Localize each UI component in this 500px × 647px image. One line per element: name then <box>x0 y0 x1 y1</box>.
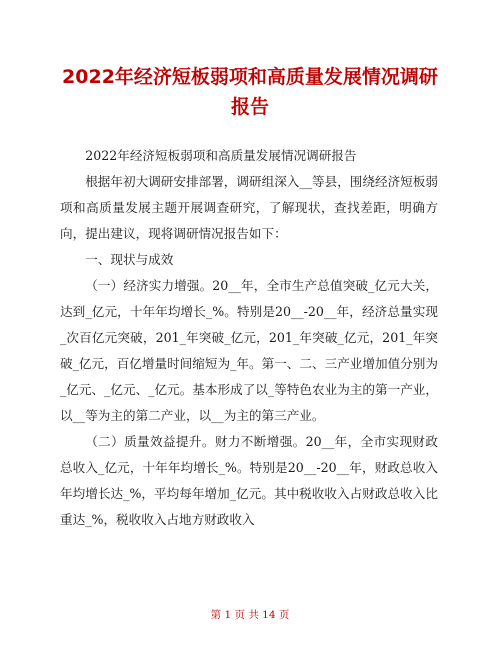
document-body <box>60 143 438 533</box>
section-heading: 一、现状与成效 <box>85 252 174 267</box>
document-title: 2022年经济短板弱项和高质量发展情况调研报告 <box>62 66 438 118</box>
paragraph-heading: 2022年经济短板弱项和高质量发展情况调研报告 <box>85 148 357 163</box>
page-number-footer: 第 1 页 共 14 页 <box>210 609 290 621</box>
paragraph-intro: 根据年初大调研安排部署，调研组深入__等县，围绕经济短板弱项和高质量发展主题开展调查研究，了解现状，查找差距，明确方向，提出建议，现将调研情况报告如下： <box>60 174 438 241</box>
paragraph-quality-efficiency: （二）质量效益提升。财力不断增强。20__年，全市实现财政总收入_亿元，十年年均增长_%。特别是20__-20__年，财政总收入年均增长达_%，平均每年增加_亿元。其中税收收入占财政总收入比重达_%，税收收入占地方财政收入 <box>60 434 438 527</box>
paragraph-economic-strength: （一）经济实力增强。20__年，全市生产总值突破_亿元大关，达到_亿元，十年年均增长_%。特别是20__-20__年，经济总量实现_次百亿元突破，201_年突破_亿元，201_年突破_亿元，201_年突破_亿元，百亿增量时间缩短为_年。第一、二、三产业增加值分别为_亿元、_亿元、_亿元。基本形成了以_等特色农业为主的第一产业，以__等为主的第二产业，以__为主的第三产业。 <box>60 278 438 423</box>
